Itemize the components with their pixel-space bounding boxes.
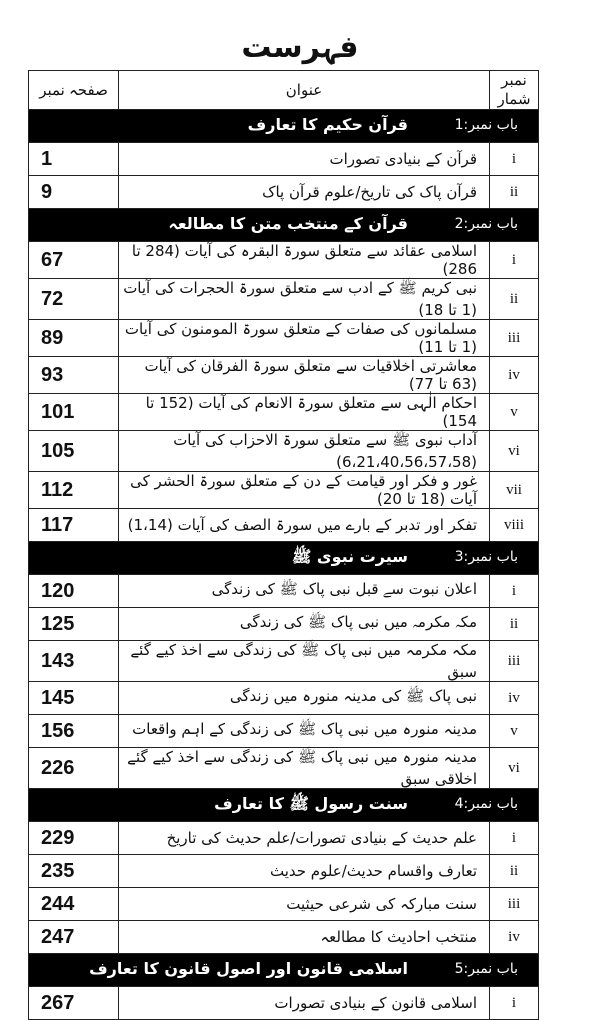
toc-entry-row xyxy=(29,143,539,176)
toc-body xyxy=(29,110,539,1020)
entry-serial: v xyxy=(490,394,539,431)
entry-serial: ii xyxy=(490,855,539,888)
entry-serial: iii xyxy=(490,641,539,682)
entry-serial: vi xyxy=(490,431,539,472)
entry-serial: ii xyxy=(490,279,539,320)
entry-serial: iv xyxy=(490,357,539,394)
entry-page-number: 156 xyxy=(29,715,119,748)
toc-entry-row xyxy=(29,921,539,954)
toc-entry-row xyxy=(29,715,539,748)
entry-page-number: 120 xyxy=(29,575,119,608)
entry-page-number: 89 xyxy=(29,320,119,357)
entry-title: نبی پاک ﷺ کی مدینہ منورہ میں زندگی xyxy=(119,682,490,715)
entry-page-number: 143 xyxy=(29,641,119,682)
entry-title: تعارف واقسام حدیث/علوم حدیث xyxy=(119,855,490,888)
entry-serial: iv xyxy=(490,682,539,715)
chapter-title: قرآن کے منتخب متن کا مطالعہ xyxy=(168,214,408,233)
chapter-label: باب نمبر:2 xyxy=(454,216,518,232)
page-title: فہرست xyxy=(241,30,359,65)
entry-serial: iv xyxy=(490,921,539,954)
toc-entry-row xyxy=(29,509,539,542)
chapter-row xyxy=(29,209,539,242)
entry-title: قرآن پاک کی تاریخ/علوم قرآن پاک xyxy=(119,176,490,209)
entry-page-number: 229 xyxy=(29,822,119,855)
toc-entry-row xyxy=(29,987,539,1020)
header-topic: عنوان xyxy=(119,71,490,110)
entry-page-number: 67 xyxy=(29,242,119,279)
toc-entry-row xyxy=(29,242,539,279)
entry-serial: vi xyxy=(490,748,539,789)
toc-entry-row xyxy=(29,641,539,682)
toc-entry-row xyxy=(29,472,539,509)
toc-entry-row xyxy=(29,575,539,608)
chapter-banner xyxy=(29,209,538,241)
entry-page-number: 226 xyxy=(29,748,119,789)
entry-page-number: 244 xyxy=(29,888,119,921)
chapter-title: سنت رسول ﷺ کا تعارف xyxy=(214,794,408,813)
entry-serial: i xyxy=(490,143,539,176)
entry-title: اسلامی قانون کے بنیادی تصورات xyxy=(119,987,490,1020)
entry-title: معاشرتی اخلاقیات سے متعلق سورۃ الفرقان کی آیات (63 تا 77) xyxy=(119,357,490,394)
entry-page-number: 117 xyxy=(29,509,119,542)
entry-page-number: 112 xyxy=(29,472,119,509)
entry-title: احکام الٰہی سے متعلق سورۃ الانعام کی آیات (152 تا 154) xyxy=(119,394,490,431)
toc-entry-row xyxy=(29,176,539,209)
entry-title: قرآن کے بنیادی تصورات xyxy=(119,143,490,176)
entry-page-number: 105 xyxy=(29,431,119,472)
entry-page-number: 93 xyxy=(29,357,119,394)
chapter-banner xyxy=(29,110,538,142)
toc-header-row xyxy=(29,71,539,110)
entry-page-number: 145 xyxy=(29,682,119,715)
entry-title: علم حدیث کے بنیادی تصورات/علم حدیث کی تاریخ xyxy=(119,822,490,855)
toc-entry-row xyxy=(29,608,539,641)
entry-page-number: 9 xyxy=(29,176,119,209)
entry-title: آداب نبوی ﷺ سے متعلق سورۃ الاحزاب کی آیات (6،21،40،56،57،58) xyxy=(119,431,490,472)
entry-title: اعلان نبوت سے قبل نبی پاک ﷺ کی زندگی xyxy=(119,575,490,608)
toc-entry-row xyxy=(29,855,539,888)
entry-serial: ii xyxy=(490,608,539,641)
toc-entry-row xyxy=(29,822,539,855)
toc-entry-row xyxy=(29,320,539,357)
entry-serial: iii xyxy=(490,320,539,357)
chapter-label: باب نمبر:5 xyxy=(454,961,518,977)
chapter-label: باب نمبر:1 xyxy=(454,117,518,133)
entry-page-number: 235 xyxy=(29,855,119,888)
entry-title: اسلامی عقائد سے متعلق سورۃ البقرہ کی آیات (284 تا 286) xyxy=(119,242,490,279)
entry-serial: i xyxy=(490,575,539,608)
entry-title: منتخب احادیث کا مطالعہ xyxy=(119,921,490,954)
chapter-row xyxy=(29,789,539,822)
toc-entry-row xyxy=(29,748,539,789)
chapter-banner xyxy=(29,954,538,986)
entry-title: سنت مبارکہ کی شرعی حیثیت xyxy=(119,888,490,921)
chapter-row xyxy=(29,110,539,143)
header-page: صفحہ نمبر xyxy=(29,71,119,110)
entry-title: نبی کریم ﷺ کے ادب سے متعلق سورۃ الحجرات کی آیات (1 تا 18) xyxy=(119,279,490,320)
toc-entry-row xyxy=(29,682,539,715)
entry-serial: v xyxy=(490,715,539,748)
chapter-title: قرآن حکیم کا تعارف xyxy=(247,115,408,134)
entry-page-number: 125 xyxy=(29,608,119,641)
entry-page-number: 1 xyxy=(29,143,119,176)
chapter-title: اسلامی قانون اور اصول قانون کا تعارف xyxy=(89,959,408,978)
entry-page-number: 247 xyxy=(29,921,119,954)
chapter-cell xyxy=(29,209,539,242)
chapter-label: باب نمبر:4 xyxy=(454,796,518,812)
entry-title: مدینہ منورہ میں نبی پاک ﷺ کی زندگی کے اہم واقعات xyxy=(119,715,490,748)
chapter-banner xyxy=(29,789,538,821)
entry-serial: viii xyxy=(490,509,539,542)
entry-title: غور و فکر اور قیامت کے دن کے متعلق سورۃ الحشر کی آیات (18 تا 20) xyxy=(119,472,490,509)
chapter-cell xyxy=(29,542,539,575)
toc-entry-row xyxy=(29,431,539,472)
entry-page-number: 101 xyxy=(29,394,119,431)
entry-serial: ii xyxy=(490,176,539,209)
toc-entry-row xyxy=(29,888,539,921)
entry-title: مکہ مکرمہ میں نبی پاک ﷺ کی زندگی سے اخذ کیے گئے سبق xyxy=(119,641,490,682)
entry-title: مکہ مکرمہ میں نبی پاک ﷺ کی زندگی xyxy=(119,608,490,641)
toc-entry-row xyxy=(29,394,539,431)
chapter-row xyxy=(29,542,539,575)
entry-serial: i xyxy=(490,242,539,279)
chapter-cell xyxy=(29,789,539,822)
entry-page-number: 72 xyxy=(29,279,119,320)
chapter-title: سیرت نبوی ﷺ xyxy=(292,547,408,566)
entry-serial: vii xyxy=(490,472,539,509)
entry-title: مسلمانوں کی صفات کے متعلق سورۃ المومنون کی آیات (1 تا 11) xyxy=(119,320,490,357)
toc-entry-row xyxy=(29,279,539,320)
toc-table xyxy=(28,70,539,1020)
entry-title: مدینہ منورہ میں نبی پاک ﷺ کی زندگی سے اخذ کیے گئے اخلاقی سبق xyxy=(119,748,490,789)
entry-serial: i xyxy=(490,987,539,1020)
entry-serial: i xyxy=(490,822,539,855)
chapter-banner xyxy=(29,542,538,574)
toc-entry-row xyxy=(29,357,539,394)
chapter-label: باب نمبر:3 xyxy=(454,549,518,565)
chapter-cell xyxy=(29,110,539,143)
header-serial: نمبر شمار xyxy=(490,71,539,110)
entry-serial: iii xyxy=(490,888,539,921)
entry-title: تفکر اور تدبر کے بارے میں سورۃ الصف کی آیات (1،14) xyxy=(119,509,490,542)
entry-page-number: 267 xyxy=(29,987,119,1020)
